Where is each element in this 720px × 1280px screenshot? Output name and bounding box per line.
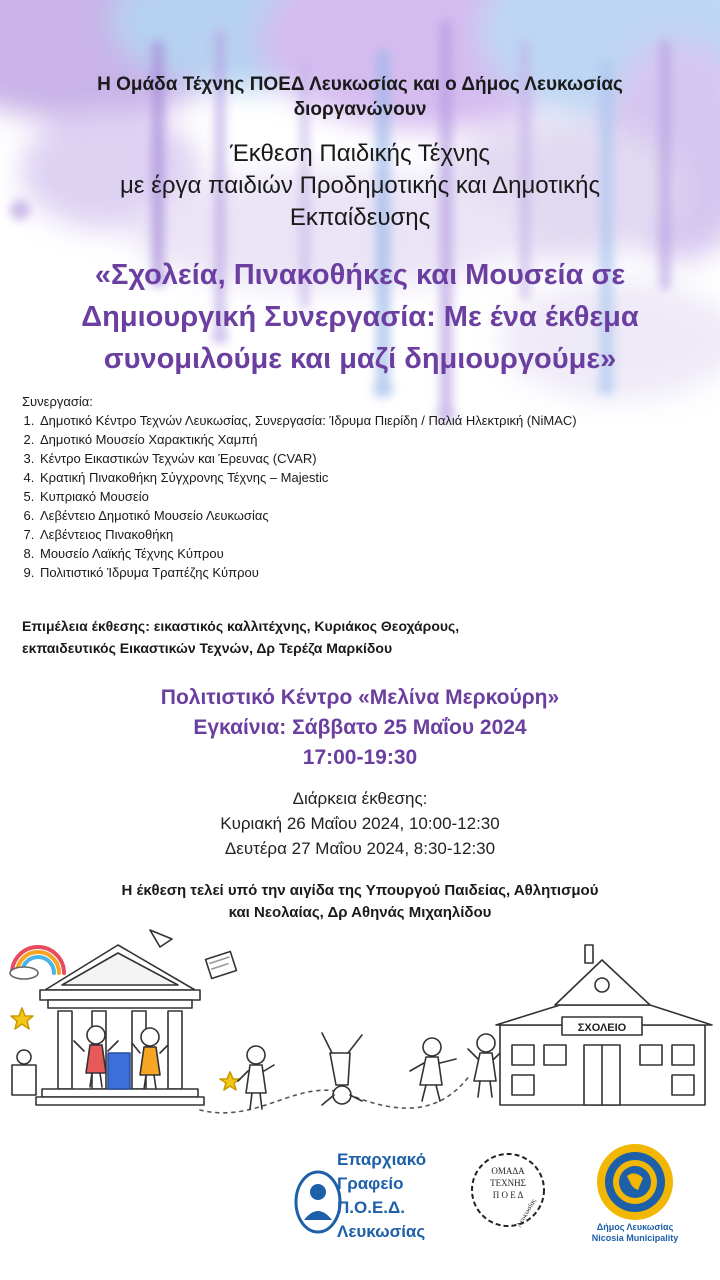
school-sign: ΣΧΟΛΕΙΟ (577, 1022, 627, 1034)
poed-line-4: Λευκωσίας (337, 1222, 426, 1241)
partners-list (22, 411, 712, 582)
curator-line-1: Επιμέλεια έκθεσης: εικαστικός καλλιτέχνης, Κυριάκος Θεοχάρους, (22, 618, 460, 634)
partners-label: Συνεργασία: (22, 394, 93, 409)
list-item: 4. Κρατική Πινακοθήκη Σύγχρονης Τέχνης – Majestic (38, 468, 712, 487)
poed-emblem-icon (296, 1172, 340, 1232)
organizer-line-1: Η Ομάδα Τέχνης ΠΟΕΔ Λευκωσίας και ο Δήμος Λευκωσίας (97, 74, 623, 95)
poed-line-1: Επαρχιακό (337, 1150, 427, 1169)
patron-text (20, 880, 700, 924)
list-item: 3. Κέντρο Εικαστικών Τεχνών και Έρευνας (CVAR) (38, 449, 712, 468)
venue-section (20, 683, 700, 773)
child-cartwheel-icon (322, 1033, 362, 1105)
paper-icon (206, 951, 237, 978)
list-item: 9. Πολιτιστικό Ίδρυμα Τραπέζης Κύπρου (38, 563, 712, 582)
partners-section (22, 392, 712, 582)
museum-building-icon (36, 945, 204, 1105)
subtitle-line-2: με έργα παιδιών Προδημοτικής και Δημοτικής (119, 172, 601, 199)
star-icon (220, 1072, 240, 1090)
municipality-line-1: Δήμος Λευκωσίας (596, 1222, 674, 1232)
opening-date: Εγκαίνια: Σάββατο 25 Μαΐου 2024 (193, 716, 527, 739)
child-figure-icon (410, 1038, 456, 1101)
municipality-logo-text (575, 1222, 695, 1244)
subtitle-line-1: Έκθεση Παιδικής Τέχνης (229, 140, 490, 167)
list-item: 5. Κυπριακό Μουσείο (38, 487, 712, 506)
poed-line-2: Γραφείο (337, 1174, 404, 1193)
organizer-text (20, 72, 700, 122)
duration-day-2: Δευτέρα 27 Μαΐου 2024, 8:30-12:30 (224, 839, 496, 858)
list-item: 6. Λεβέντειο Δημοτικό Μουσείο Λευκωσίας (38, 506, 712, 525)
star-icon (11, 1008, 33, 1029)
exhibition-subtitle (20, 138, 700, 234)
subtitle-line-3: Εκπαίδευσης (289, 204, 431, 231)
art-group-line-2: ΤΕΧΝΗΣ (490, 1178, 526, 1188)
poed-logo-text (337, 1148, 447, 1244)
list-item: 8. Μουσείο Λαϊκής Τέχνης Κύπρου (38, 544, 712, 563)
rainbow-icon (10, 947, 64, 979)
list-item: 7. Λεβέντειος Πινακοθήκη (38, 525, 712, 544)
title-line-2: Δημιουργική Συνεργασία: Με ένα έκθεμα (81, 301, 639, 333)
illustration (0, 925, 720, 1125)
art-group-line-1: ΟΜΑΔΑ (491, 1166, 525, 1176)
organizer-line-2: διοργανώνουν (293, 99, 427, 120)
art-group-line-4: Λευκωσίας (514, 1197, 538, 1229)
poed-line-3: Π.Ο.Ε.Δ. (337, 1198, 405, 1217)
child-figure-icon (238, 1046, 274, 1109)
curator-line-2: εκπαιδευτικός Εικαστικών Τεχνών, Δρ Τερέζα Μαρκίδου (22, 640, 393, 656)
patron-line-1: Η έκθεση τελεί υπό την αιγίδα της Υπουργού Παιδείας, Αθλητισμού (121, 882, 599, 899)
curator-text (22, 615, 702, 659)
municipality-line-2: Nicosia Municipality (591, 1233, 679, 1243)
list-item: 1. Δημοτικό Κέντρο Τεχνών Λευκωσίας, Συνεργασία: Ίδρυμα Πιερίδη / Παλιά Ηλεκτρική (NiMAC) (38, 411, 712, 430)
venue-name: Πολιτιστικό Κέντρο «Μελίνα Μερκούρη» (160, 686, 560, 709)
child-figure-icon (468, 1034, 504, 1097)
opening-time: 17:00-19:30 (302, 746, 418, 769)
list-item: 2. Δημοτικό Μουσείο Χαρακτικής Χαμπή (38, 430, 712, 449)
title-line-3: συνομιλούμε και μαζί δημιουργούμε» (103, 343, 617, 375)
duration-day-1: Κυριακή 26 Μαΐου 2024, 10:00-12:30 (220, 814, 500, 833)
exhibition-title (10, 254, 710, 380)
duration-label: Διάρκεια έκθεσης: (292, 789, 428, 808)
patron-line-2: και Νεολαίας, Δρ Αθηνάς Μιχαηλίδου (228, 904, 492, 921)
statue-pedestal-icon (12, 1050, 36, 1095)
municipality-emblem-icon (597, 1144, 673, 1220)
art-group-line-3: Π Ο Ε Δ (492, 1190, 524, 1200)
title-line-1: «Σχολεία, Πινακοθήκες και Μουσεία σε (94, 259, 626, 291)
duration-section (20, 786, 700, 861)
